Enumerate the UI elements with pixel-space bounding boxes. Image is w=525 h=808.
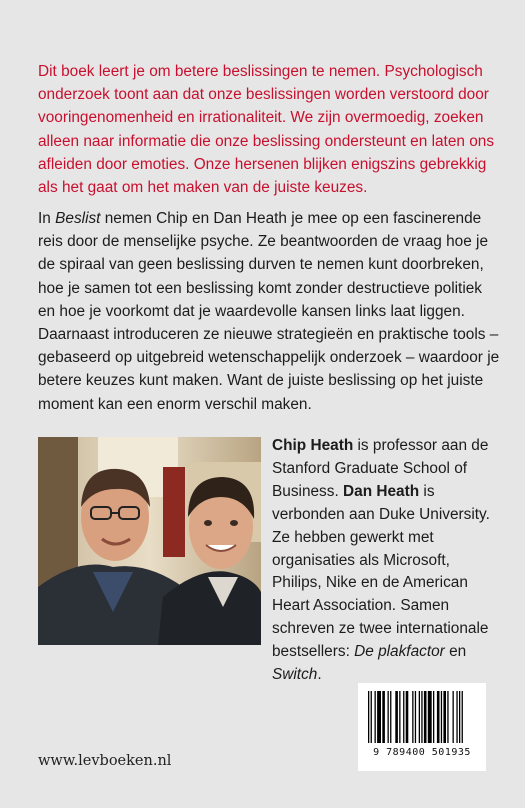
barcode xyxy=(358,683,486,771)
bio-text-3: en xyxy=(444,643,467,661)
authors-bio xyxy=(272,435,502,687)
authors-photo xyxy=(38,437,261,645)
isbn-number: 9 789400 501935 xyxy=(373,747,471,758)
main-body: nemen Chip en Dan Heath je mee op een fascinerende reis door de menselijke psyche. Ze beantwoorden de vraag hoe je de spiraal van geen beslissing durven te nemen kunt doorbreken, hoe je samen tot een beslissing komt zonder destructieve politiek en hoe je voorkomt dat je waardevolle kansen links laat liggen. Daarnaast introduceren ze nieuwe strategieën en praktische tools – gebaseerd op uitgebreid wetenschappelijk onderzoek – waardoor je betere keuzes kunt maken. Want de juiste beslissing op het juiste moment kan een enorm verschil maken. xyxy=(38,210,500,413)
main-paragraph xyxy=(38,207,500,416)
author-name-dan: Dan Heath xyxy=(343,482,420,500)
website-url: www.levboeken.nl xyxy=(38,753,172,769)
book-title: Beslist xyxy=(55,210,101,227)
bio-text-4: . xyxy=(317,666,322,684)
book-title-switch: Switch xyxy=(272,666,318,684)
main-prefix: In xyxy=(38,210,56,227)
bio-text-1: is professor aan de Stanford Graduate School of Business. xyxy=(272,437,489,500)
barcode-bars xyxy=(358,683,486,747)
author-name-chip: Chip Heath xyxy=(272,437,354,454)
book-title-plakfactor: De plakfactor xyxy=(354,643,445,661)
intro-paragraph: Dit boek leert je om betere beslissingen te nemen. Psychologisch onderzoek toont aan dat onze beslissingen worden verstoord door vooringenomenheid en irrationaliteit. We zijn overmoedig, zoeken alleen naar informatie die onze beslissing ondersteunt en laten ons afleiden door emoties. Onze hersenen blijken enigszins gebrekkig als het gaat om het maken van de juiste keuzes. xyxy=(38,63,495,197)
bio-text-2: is verbonden aan Duke University. Ze hebben gewerkt met organisaties als Microsoft, Philips, Nike en de American Heart Association. Samen schreven ze twee internationale bestsellers: xyxy=(272,482,490,661)
